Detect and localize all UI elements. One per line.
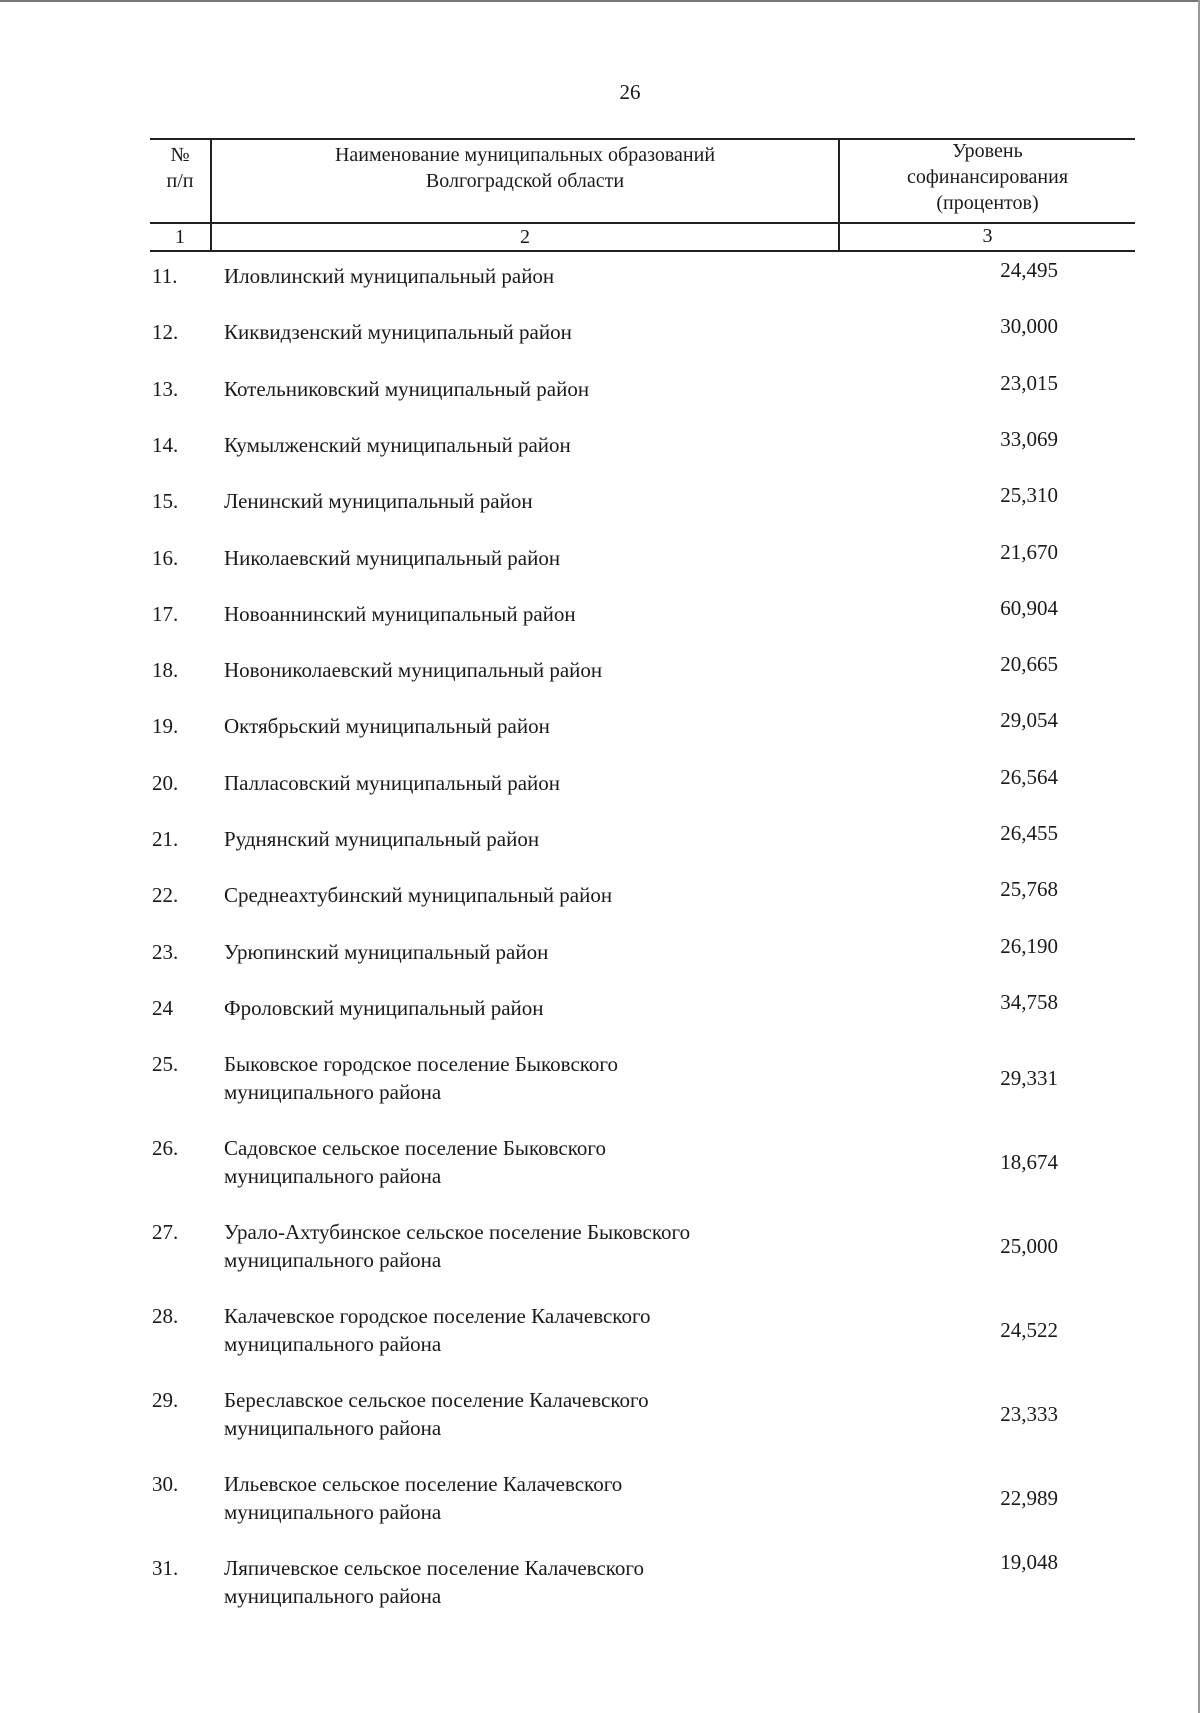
scan-top-edge xyxy=(0,0,1200,2)
row-value: 30,000 xyxy=(1000,314,1058,339)
row-number: 21. xyxy=(152,827,179,851)
row-value: 26,190 xyxy=(1000,933,1058,958)
row-name xyxy=(224,1218,784,1274)
row-number: 18. xyxy=(152,658,179,683)
row-value: 29,054 xyxy=(1000,708,1058,733)
row-name-line: Николаевский муниципальный район xyxy=(224,545,561,570)
row-name xyxy=(224,881,784,909)
row-value: 26,455 xyxy=(1000,821,1058,845)
row-name-line: Иловлинский муниципальный район xyxy=(224,264,555,288)
row-number: 11. xyxy=(152,264,178,288)
row-name-line: Фроловский муниципальный район xyxy=(224,995,544,1020)
row-number: 28. xyxy=(152,1304,179,1329)
row-value: 25,768 xyxy=(1000,877,1058,902)
row-name-line: муниципального района xyxy=(224,1080,442,1105)
header-col-number: № п/п xyxy=(166,144,194,192)
row-value: 21,670 xyxy=(1000,539,1058,564)
row-value: 24,522 xyxy=(1000,1318,1058,1343)
row-number: 15. xyxy=(152,489,179,514)
row-value: 25,000 xyxy=(1000,1234,1058,1259)
page-number: 26 xyxy=(619,80,641,104)
row-name xyxy=(224,712,784,740)
row-number: 13. xyxy=(152,376,179,401)
row-name-line: Урюпинский муниципальный район xyxy=(224,939,549,964)
row-number: 27. xyxy=(152,1220,179,1245)
row-name-line: Палласовский муниципальный район xyxy=(224,770,560,795)
row-name-line: муниципального района xyxy=(224,1584,442,1609)
row-name xyxy=(224,262,784,290)
row-value: 23,333 xyxy=(1000,1402,1058,1427)
row-name xyxy=(224,769,784,797)
row-number: 30. xyxy=(152,1472,179,1497)
row-value: 26,564 xyxy=(1000,764,1058,789)
row-number: 19. xyxy=(152,714,179,739)
row-number: 25. xyxy=(152,1052,179,1077)
row-number: 23. xyxy=(152,939,179,964)
row-name xyxy=(224,375,784,403)
row-name xyxy=(224,1302,784,1358)
row-value: 20,665 xyxy=(1000,652,1058,677)
header-col-name: Наименование муниципальных образований Волгоградской области xyxy=(334,144,716,192)
table-header xyxy=(150,138,1135,251)
row-name xyxy=(224,431,784,459)
row-name-line: Садовское сельское поселение Быковского xyxy=(224,1136,606,1161)
row-name-line: Береславское сельское поселение Калачевского xyxy=(224,1388,649,1413)
row-name xyxy=(224,318,784,346)
row-name-line: Кумылженский муниципальный район xyxy=(224,432,571,457)
row-value: 24,495 xyxy=(1000,258,1058,282)
row-number: 26. xyxy=(152,1136,179,1161)
header-col-index-1: 1 xyxy=(175,226,185,248)
row-name xyxy=(224,1050,784,1106)
row-name-line: Быковское городское поселение Быковского xyxy=(224,1052,618,1077)
row-name-line: Руднянский муниципальный район xyxy=(224,827,540,851)
row-value: 60,904 xyxy=(1000,595,1058,620)
row-name-line: Урало-Ахтубинское сельское поселение Быковского xyxy=(224,1220,691,1245)
row-name-line: Калачевское городское поселение Калачевского xyxy=(224,1304,651,1329)
header-bottom-rule xyxy=(150,250,1135,252)
row-number: 31. xyxy=(152,1556,179,1581)
row-name-line: муниципального района xyxy=(224,1164,442,1189)
row-name xyxy=(224,1554,784,1610)
row-number: 17. xyxy=(152,601,179,626)
row-value: 29,331 xyxy=(1000,1066,1058,1091)
row-name-line: Киквидзенский муниципальный район xyxy=(224,320,572,345)
row-name xyxy=(224,1386,784,1442)
row-value: 33,069 xyxy=(1000,426,1058,451)
row-number: 22. xyxy=(152,883,179,908)
row-number: 24 xyxy=(152,995,173,1020)
row-name xyxy=(224,938,784,966)
row-name xyxy=(224,487,784,515)
header-col-index-3: 3 xyxy=(982,225,993,247)
row-number: 16. xyxy=(152,545,179,570)
row-number: 12. xyxy=(152,320,179,345)
row-name xyxy=(224,1134,784,1190)
row-name-line: Ленинский муниципальный район xyxy=(224,489,533,514)
row-name-line: Ляпичевское сельское поселение Калачевского xyxy=(224,1556,644,1581)
row-value: 19,048 xyxy=(1000,1550,1058,1575)
row-number: 20. xyxy=(152,770,179,795)
row-value: 34,758 xyxy=(1000,989,1058,1014)
row-value: 23,015 xyxy=(1000,370,1058,395)
row-value: 18,674 xyxy=(1000,1150,1058,1175)
header-col-level: Уровень софинансирования (процентов) xyxy=(906,140,1069,214)
row-name xyxy=(224,656,784,684)
row-value: 25,310 xyxy=(1000,483,1058,508)
row-name-line: Ильевское сельское поселение Калачевского xyxy=(224,1472,623,1497)
row-name-line: Среднеахтубинский муниципальный район xyxy=(224,883,613,908)
row-name xyxy=(224,600,784,628)
row-name-line: Котельниковский муниципальный район xyxy=(224,376,590,401)
row-number: 29. xyxy=(152,1388,179,1413)
row-name-line: Новониколаевский муниципальный район xyxy=(224,658,603,683)
row-name-line: Новоаннинский муниципальный район xyxy=(224,601,576,626)
row-name-line: муниципального района xyxy=(224,1248,442,1273)
row-name-line: муниципального района xyxy=(224,1500,442,1525)
row-name-line: муниципального района xyxy=(224,1416,442,1441)
row-name xyxy=(224,825,784,853)
row-name xyxy=(224,994,784,1022)
row-name-line: муниципального района xyxy=(224,1332,442,1357)
row-value: 22,989 xyxy=(1000,1486,1058,1511)
row-number: 14. xyxy=(152,432,179,457)
row-name-line: Октябрьский муниципальный район xyxy=(224,714,550,739)
row-name xyxy=(224,544,784,572)
row-name xyxy=(224,1470,784,1526)
header-col-index-2: 2 xyxy=(520,226,530,248)
